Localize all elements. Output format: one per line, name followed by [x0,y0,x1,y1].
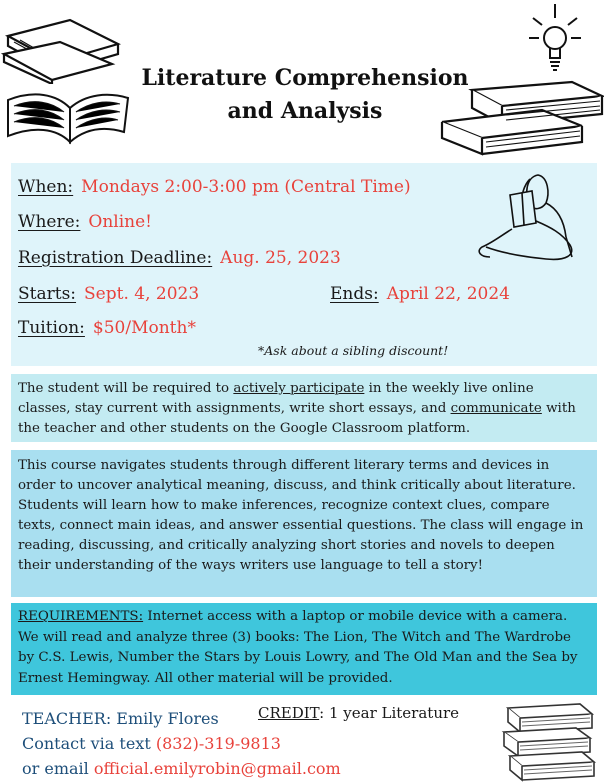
requirements-label: REQUIREMENTS: [18,609,144,624]
participation-text-3: with the teacher and other students on the Google Classroom platform. [18,401,576,436]
where-label: Where: [18,212,81,232]
contact-email-prefix: or email [22,759,94,778]
tuition-label: Tuition: [18,318,85,338]
participation-emphasis-1: actively participate [233,381,365,396]
ends-label: Ends: [330,284,379,304]
participation-emphasis-2: communicate [450,401,542,416]
ends-value: April 22, 2024 [386,284,510,304]
deadline-row [18,248,341,268]
open-book-icon [0,82,132,148]
title-line-1: Literature Comprehension [141,65,469,91]
where-value: Online! [88,212,153,232]
starts-value: Sept. 4, 2023 [84,284,200,304]
email-link[interactable]: official.emilyrobin@gmail.com [93,759,341,778]
tuition-value: $50/Month* [92,318,196,338]
reading-woman-illustration [466,165,590,265]
requirements-text: Internet access with a laptop or mobile device with a camera. We will read and analyze three (3) books: The Lion, The Witch and The Wardrobe by C.S. Lewis, Number the Stars by Louis Lowry, and The Old Man and the Sea by Ernest Hemingway. All other material will be provided. [18,609,578,686]
contact-text-prefix: Contact via text [22,734,156,753]
requirements-box [11,603,597,695]
when-value: Mondays 2:00-3:00 pm (Central Time) [81,177,411,197]
participation-box [11,374,597,442]
contact-text-line [22,731,341,756]
ends-row [330,284,510,304]
page-title [120,62,490,128]
course-description: This course navigates students through different literary terms and devices in order to uncover analytical meaning, discuss, and think critically about literature. Students will learn how to make inferences, recognize context clues, compare texts, connect main ideas, and answer essential questions. The class will engage in reading, discussing, and critically analyzing short stories and novels to deepen their understanding of the ways writers use language to tell a story! [18,458,584,573]
book-stack-icon [500,700,598,782]
lightbulb-icon [525,0,585,80]
participation-text-2: in the weekly live online classes, stay current with assignments, write short essays, and [18,381,534,416]
participation-text-1: The student will be required to [18,381,234,396]
teacher-name: TEACHER: Emily Flores [22,709,219,728]
starts-label: Starts: [18,284,77,304]
where-row [18,212,152,232]
credit-label: CREDIT [258,704,320,722]
deadline-label: Registration Deadline: [18,248,213,268]
deadline-value: Aug. 25, 2023 [220,248,341,268]
when-label: When: [18,177,74,197]
tuition-row [18,318,196,338]
contact-email-line [22,756,341,781]
starts-row [18,284,199,304]
stacked-books-icon [0,14,130,84]
phone-number[interactable]: (832)-319-9813 [155,734,281,753]
course-description-box [11,450,597,597]
sibling-discount-note: *Ask about a sibling discount! [258,343,449,358]
credit-value: : 1 year Literature [319,704,460,722]
credit-info [258,704,459,722]
when-row [18,177,411,197]
title-line-2: and Analysis [227,98,383,124]
